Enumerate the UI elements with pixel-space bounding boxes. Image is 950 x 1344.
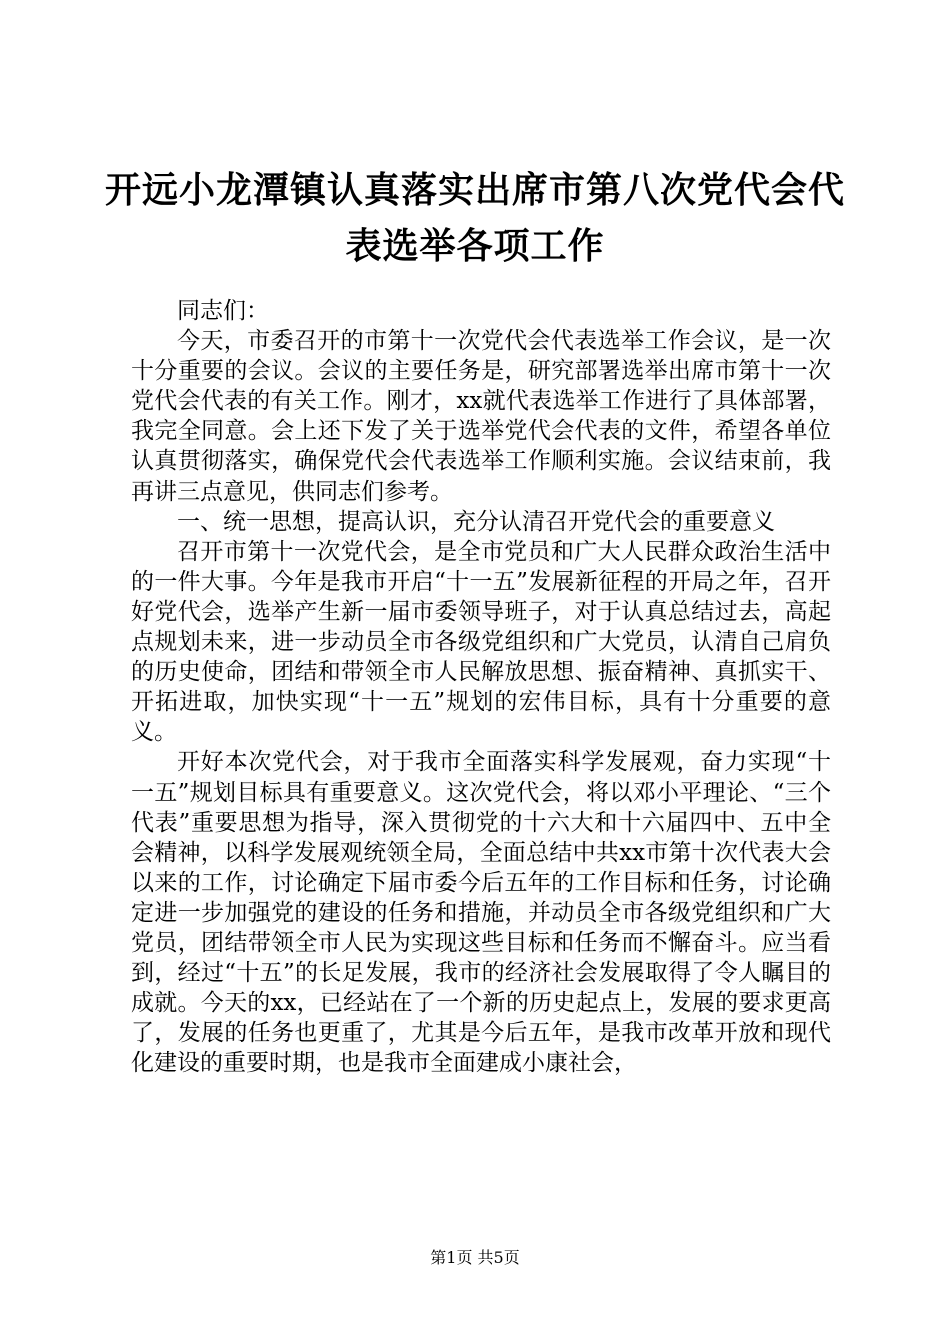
document-title-line-2: 表选举各项工作 <box>345 225 605 267</box>
paragraph: 开好本次党代会，对于我市全面落实科学发展观，奋力实现“十一五”规划目标具有重要意义。这次党代会，将以邓小平理论、“三个代表”重要思想为指导，深入贯彻党的十六大和十六届四中、五中全会精神，以科学发展观统领全局，全面总结中共xx市第十次代表大会以来的工作，讨论确定下届市委今后五年的工作目标和任务，讨论确定进一步加强党的建设的任务和措施，并动员全市各级党组织和广大党员，团结带领全市人民为实现这些目标和任务而不懈奋斗。应当看到，经过“十五”的长足发展，我市的经济社会发展取得了令人瞩目的成就。今天的xx，已经站在了一个新的历史起点上，发展的要求更高了，发展的任务也更重了，尤其是今后五年，是我市改革开放和现代化建设的重要时期，也是我市全面建成小康社会， <box>131 749 831 1077</box>
page-footer: 第1页 共5页 <box>430 1248 520 1267</box>
section-heading: 一、统一思想，提高认识，充分认清召开党代会的重要意义 <box>177 508 775 535</box>
document-body <box>131 296 831 1078</box>
paragraph: 今天，市委召开的市第十一次党代会代表选举工作会议，是一次十分重要的会议。会议的主要任务是，研究部署选举出席市第十一次党代会代表的有关工作。刚才，xx就代表选举工作进行了具体部署，我完全同意。会上还下发了关于选举党代会代表的文件，希望各单位认真贯彻落实，确保党代会代表选举工作顺利实施。会议结束前，我再讲三点意见，供同志们参考。 <box>131 328 831 505</box>
paragraph: 召开市第十一次党代会，是全市党员和广大人民群众政治生活中的一件大事。今年是我市开启“十一五”发展新征程的开局之年，召开好党代会，选举产生新一届市委领导班子，对于认真总结过去，高起点规划未来，进一步动员全市各级党组织和广大党员，认清自己肩负的历史使命，团结和带领全市人民解放思想、振奋精神、真抓实干、开拓进取，加快实现“十一五”规划的宏伟目标，具有十分重要的意义。 <box>131 538 831 746</box>
document-title-line-1: 开远小龙潭镇认真落实出席市第八次党代会代 <box>104 169 845 211</box>
salutation: 同志们： <box>177 298 269 324</box>
